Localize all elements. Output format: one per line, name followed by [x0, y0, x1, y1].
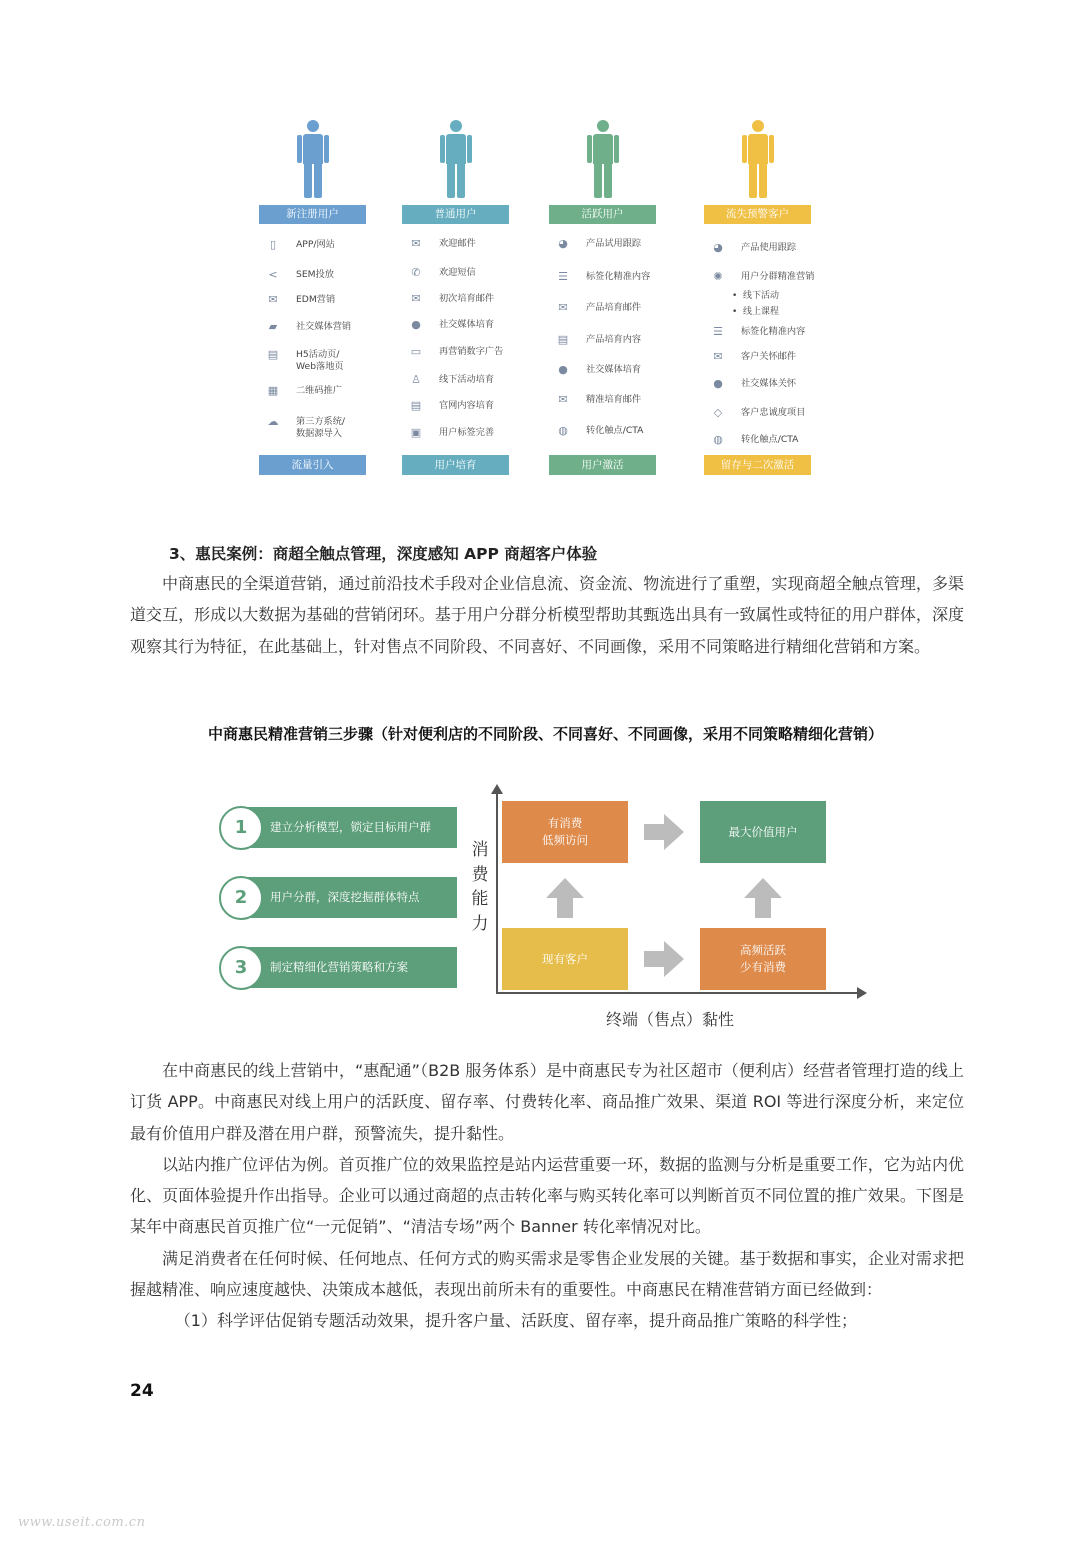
mail-icon: ✉ [411, 292, 421, 305]
body-text [130, 1055, 964, 1337]
share-icon: < [268, 268, 278, 281]
paragraph: （1）科学评估促销专题活动效果，提升客户量、活跃度、留存率，提升商品推广策略的科学性； [174, 1311, 857, 1331]
column-footer: 流量引入 [259, 455, 366, 475]
x-axis [496, 992, 859, 994]
person-icon [587, 120, 619, 200]
step-number: 1 [219, 806, 263, 850]
person-icon [297, 120, 329, 200]
mail-icon: ✉ [713, 350, 723, 363]
arrow-up-icon [743, 878, 783, 918]
column-footer: 用户培育 [402, 455, 509, 475]
document-icon: ▤ [267, 348, 279, 361]
column-footer: 用户激活 [549, 455, 656, 475]
paragraph: 满足消费者在任何时候、任何地点、任何方式的购买需求是零售企业发展的关键。基于数据和事实，企业对需求把握越精准、响应速度越快、决策成本越低，表现出前所未有的重要性。中商惠民在精准营销方面已经做到： [130, 1248, 964, 1300]
quadrant-top-right: 最大价值用户 [700, 801, 826, 863]
y-axis-arrow-icon [491, 784, 503, 794]
cloud-icon: ☁ [267, 415, 279, 428]
diamond-icon: ◇ [713, 406, 723, 419]
mail-icon: ✉ [558, 393, 568, 406]
column-header: 活跃用户 [549, 205, 656, 224]
arrow-right-icon [644, 812, 684, 852]
monitor-icon: ▭ [410, 345, 422, 358]
pie-icon: ◕ [558, 237, 568, 250]
wechat-icon: ● [558, 363, 568, 376]
wechat-icon: ● [411, 318, 421, 331]
step-bar: 制定精细化营销策略和方案 [240, 947, 457, 988]
mail-icon: ✉ [411, 237, 421, 250]
arrow-right-icon [644, 939, 684, 979]
news-icon: ▤ [410, 399, 422, 412]
list-icon: ☰ [558, 270, 568, 283]
step-bar: 建立分析模型，锁定目标用户群 [240, 807, 457, 848]
qrcode-icon: ▦ [267, 384, 279, 397]
globe-icon: ◍ [713, 433, 723, 446]
quadrant-bottom-left: 现有客户 [502, 928, 628, 990]
bullet-item: • 线上课程 [732, 307, 780, 317]
y-axis [496, 792, 498, 994]
list-icon: ☰ [713, 325, 723, 338]
column-header: 流失预警客户 [704, 205, 811, 224]
column-footer: 留存与二次激活 [704, 455, 811, 475]
page-number: 24 [130, 1381, 154, 1401]
x-axis-arrow-icon [857, 987, 867, 999]
watermark: www.useit.com.cn [18, 1515, 146, 1530]
person-icon [742, 120, 774, 200]
bullet-item: • 线下活动 [732, 291, 780, 301]
phone-icon: ✆ [411, 266, 421, 279]
mail-icon: ✉ [268, 293, 278, 306]
news-icon: ▤ [557, 333, 569, 346]
figure-title: 中商惠民精准营销三步骤（针对便利店的不同阶段、不同喜好、不同画像，采用不同策略精细化营销） [207, 725, 883, 743]
quadrant-bottom-right: 高频活跃 少有消费 [700, 928, 826, 990]
quadrant-top-left: 有消费 低频访问 [502, 801, 628, 863]
group-icon: ✺ [713, 270, 723, 283]
wechat-icon: ● [713, 377, 723, 390]
chat-icon: ▰ [268, 320, 278, 333]
column-header: 普通用户 [402, 205, 509, 224]
pie-icon: ◕ [713, 241, 723, 254]
arrow-up-icon [545, 878, 585, 918]
user-icon: ♙ [411, 373, 421, 386]
tag-icon: ▣ [410, 426, 422, 439]
mobile-icon: ▯ [269, 238, 277, 251]
y-axis-label: 消费能力 [471, 840, 489, 934]
x-axis-label: 终端（售点）黏性 [605, 1010, 734, 1029]
paragraph: 以站内推广位评估为例。首页推广位的效果监控是站内运营重要一环，数据的监测与分析是重要工作，它为站内优化、页面体验提升作出指导。企业可以通过商超的点击转化率与购买转化率可以判断首页不同位置的推广效果。下图是某年中商惠民首页推广位“一元促销”、“清洁专场”两个 Banner 转化率情况对比。 [130, 1154, 964, 1237]
section-heading: 3、惠民案例：商超全触点管理，深度感知 APP 商超客户体验 [169, 545, 598, 563]
globe-icon: ◍ [558, 424, 568, 437]
step-bar: 用户分群，深度挖掘群体特点 [240, 877, 457, 918]
intro-paragraph [130, 568, 964, 662]
paragraph: 中商惠民的全渠道营销，通过前沿技术手段对企业信息流、资金流、物流进行了重塑，实现商超全触点管理，多渠道交互，形成以大数据为基础的营销闭环。基于用户分群分析模型帮助其甄选出具有一致属性或特征的用户群体，深度观察其行为特征，在此基础上，针对售点不同阶段、不同喜好、不同画像，采用不同策略进行精细化营销和方案。 [130, 574, 964, 656]
mail-icon: ✉ [558, 301, 568, 314]
column-header: 新注册用户 [259, 205, 366, 224]
step-number: 3 [219, 946, 263, 990]
paragraph: 在中商惠民的线上营销中，“惠配通”（B2B 服务体系）是中商惠民专为社区超市（便利店）经营者管理打造的线上订货 APP。中商惠民对线上用户的活跃度、留存率、付费转化率、商品推广效果、渠道 ROI 等进行深度分析，来定位最有价值用户群及潜在用户群，预警流失，提升黏性。 [130, 1061, 964, 1143]
person-icon [440, 120, 472, 200]
step-number: 2 [219, 876, 263, 920]
